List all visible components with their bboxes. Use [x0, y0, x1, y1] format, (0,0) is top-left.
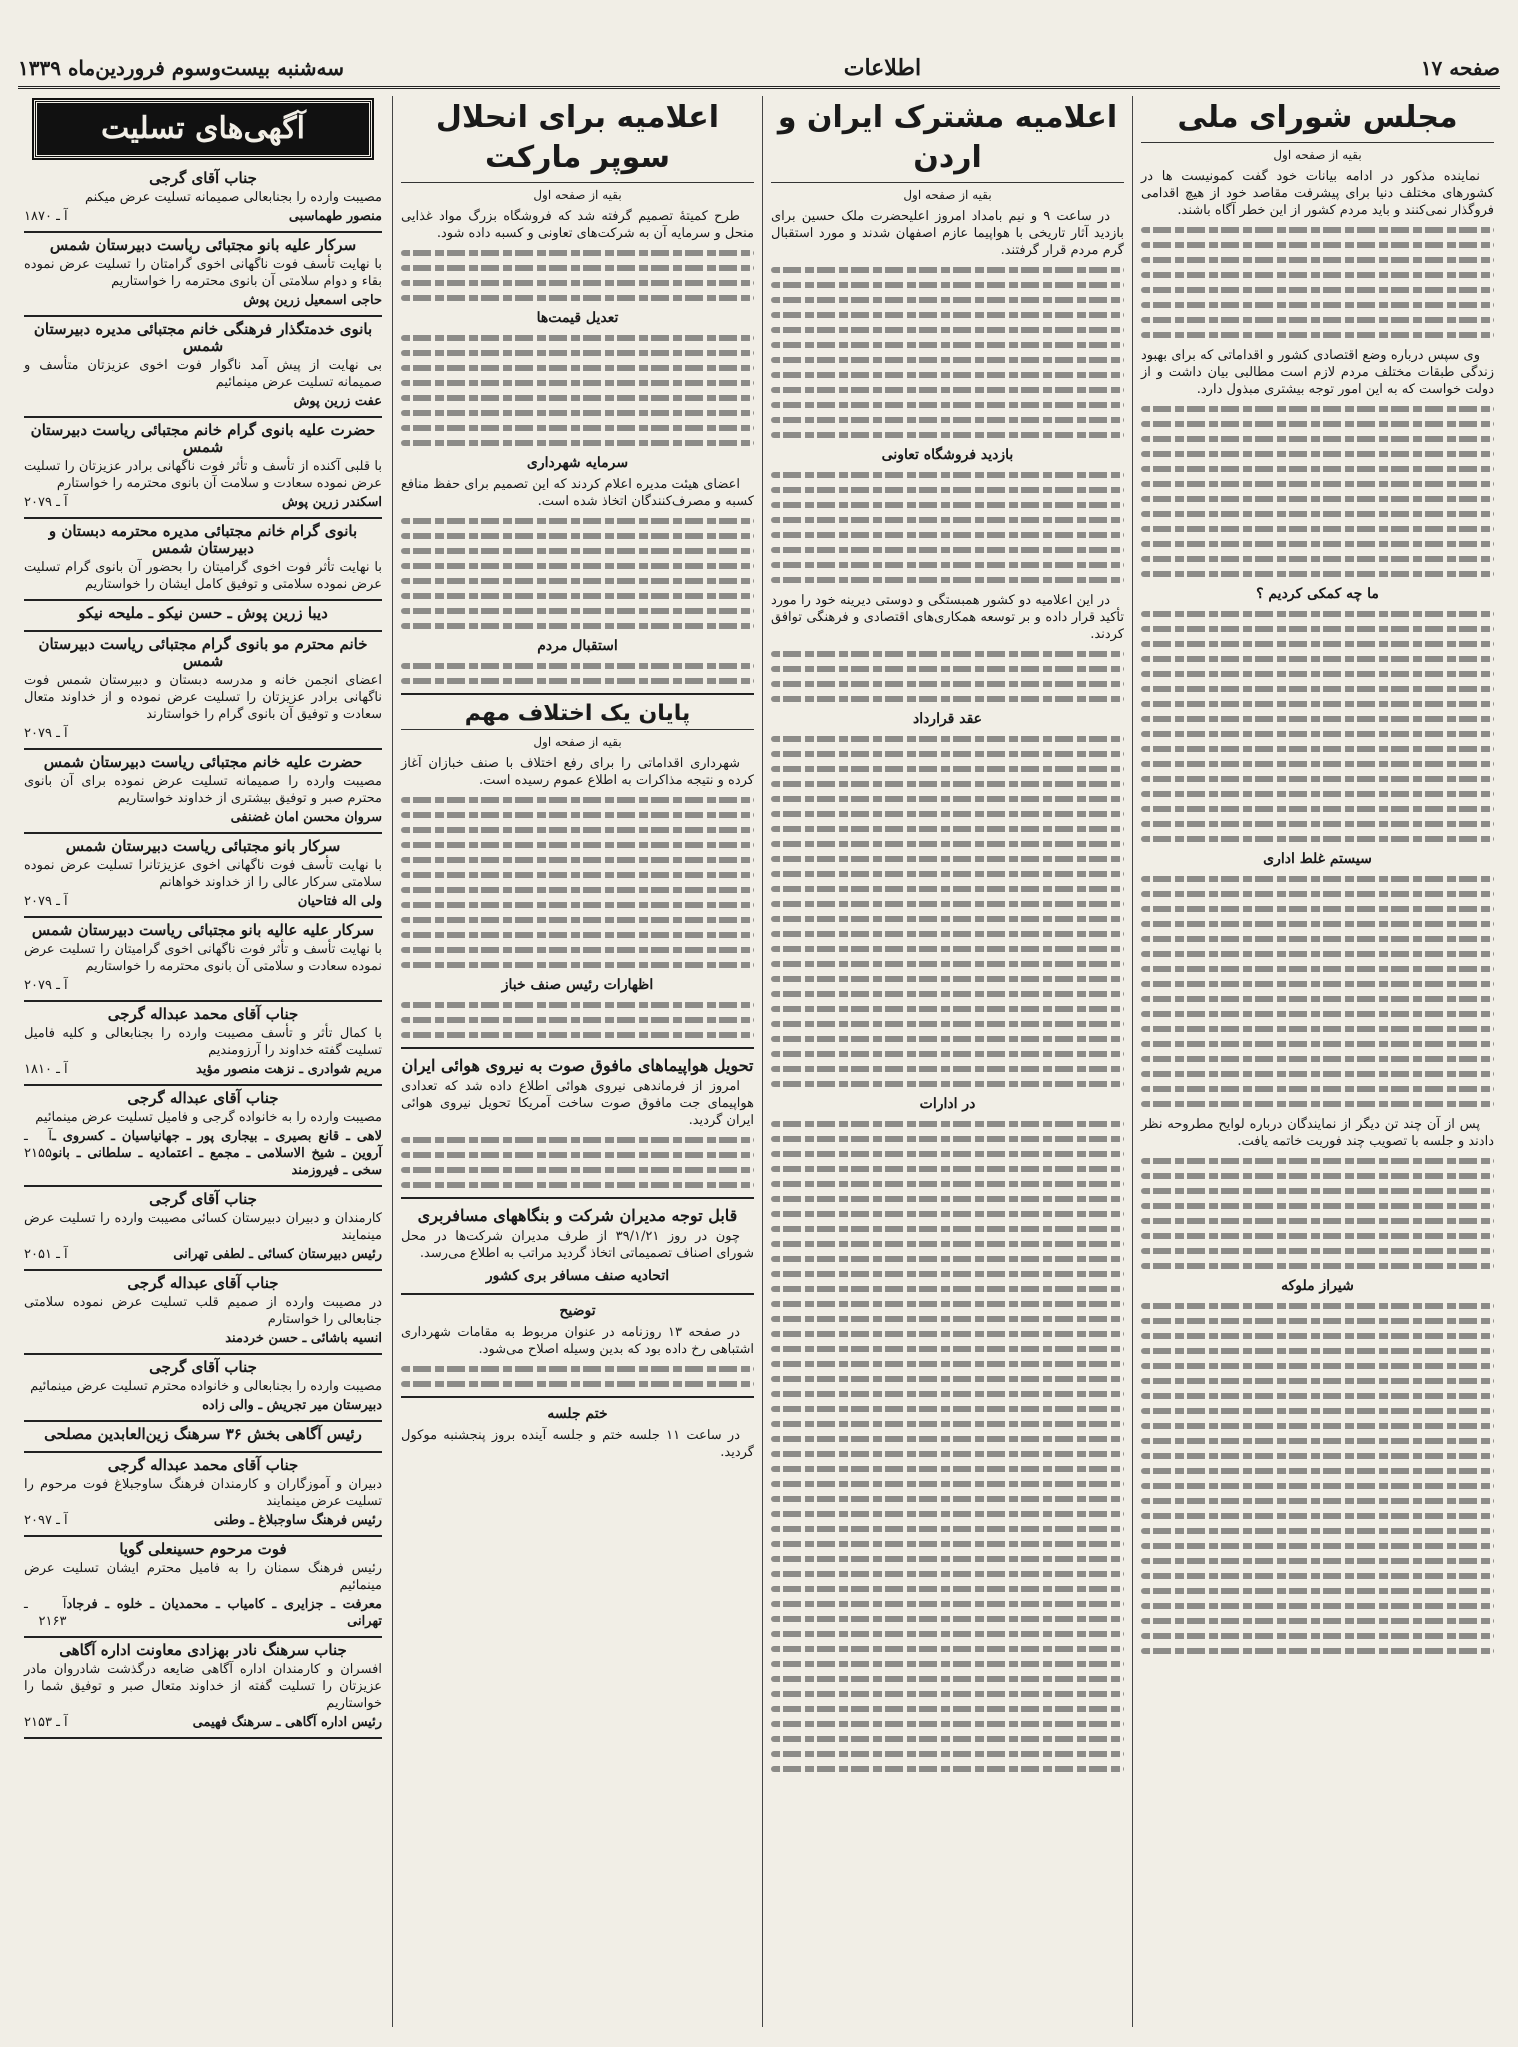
- condolence-notice: [24, 750, 382, 834]
- condolence-heading: فوت مرحوم حسینعلی گویا: [119, 1540, 287, 1558]
- condolence-signer: رئیس اداره آگاهی ـ سرهنگ فهیمی: [192, 1715, 382, 1730]
- condolence-heading: جناب آقای عبداله گرجی: [127, 1274, 279, 1292]
- condolence-body: در مصیبت وارده از صمیم قلب تسلیت عرض نموده سلامتی جنابعالی را خواستارم: [24, 1295, 382, 1327]
- masthead: [18, 50, 1500, 89]
- supersonic-body: امروز از فرماندهی نیروی هوائی اطلاع داده شد که تعدادی هواپیمای جت مافوق صوت ساخت آمریکا تحویل نیروی هوائی ایران گردید.: [401, 1079, 754, 1128]
- newspaper-name: اطلاعات: [843, 55, 922, 81]
- dispute-headline: پایان یک اختلاف مهم: [401, 699, 754, 730]
- ad-code: آ ـ ۲۰۷۹: [24, 495, 68, 510]
- condolence-signer: رئیس دبیرستان کسائی ـ لطفی تهرانی: [173, 1247, 382, 1262]
- condolence-heading: سرکار بانو مجتبائی ریاست دبیرستان شمس: [65, 837, 341, 855]
- condolence-body: با نهایت تأسف فوت ناگهانی اخوی عزیزتانرا تسلیت عرض نموده سلامتی سرکار عالی را از خداوند خواهانم: [24, 858, 382, 890]
- condolence-signature-row: [24, 1397, 382, 1414]
- condolence-heading: جناب آقای محمد عبداله گرجی: [107, 1005, 299, 1023]
- condolence-signer: منصور طهماسبی: [288, 209, 382, 224]
- condolence-heading: بانوی خدمتگذار فرهنگی خانم مجتبائی مدیره دبیرستان شمس: [33, 320, 373, 355]
- condolence-body: مصیبت وارده را صمیمانه تسلیت عرض نموده برای آن بانوی محترم صبر و توفیق بیشتری از خداوند خواستاریم: [24, 774, 382, 806]
- condolence-notice: [24, 1453, 382, 1537]
- ad-code: آ ـ ۱۸۷۰: [24, 209, 68, 224]
- ad-code: آ ـ ۲۱۶۳: [24, 1597, 67, 1629]
- ad-code: آ ـ ۲۱۵۳: [24, 1715, 68, 1730]
- supersonic-article: [401, 1047, 754, 1188]
- condolence-signature-row: [24, 977, 382, 994]
- condolence-notice: [24, 1537, 382, 1638]
- iran-jordan-para: در ساعت ۹ و نیم بامداد امروز اعلیحضرت ملک حسین برای بازدید آثار تاریخی با هواپیما عازم اصفهان شدند و مورد استقبال گرم مردم قرار گرفتند.: [771, 209, 1124, 258]
- condolence-signature-row: [24, 1714, 382, 1731]
- condolence-heading: جناب آقای محمد عبداله گرجی: [107, 1456, 299, 1474]
- condolences-column: [18, 96, 388, 2027]
- ad-code: آ ـ ۲۰۷۹: [24, 978, 68, 993]
- condolence-notice: [24, 834, 382, 918]
- closing-notice: [401, 1396, 754, 1461]
- condolence-notice: [24, 418, 382, 519]
- condolence-heading: حضرت علیه خانم مجتبائی ریاست دبیرستان شمس: [43, 753, 363, 771]
- condolence-signer: دبیرستان میر تجریش ـ والی زاده: [202, 1398, 382, 1413]
- condolence-body: بی نهایت از پیش آمد ناگوار فوت اخوی عزیزتان متأسف و صمیمانه تسلیت عرض مینمائیم: [24, 358, 382, 390]
- ad-code: آ ـ ۲۰۹۷: [24, 1513, 68, 1528]
- condolence-notice: [24, 1355, 382, 1422]
- iran-jordan-headline: اعلامیه مشترک ایران و اردن: [771, 96, 1124, 183]
- closing-body: در ساعت ۱۱ جلسه ختم و جلسه آینده بروز پنجشنبه موکول گردید.: [401, 1428, 754, 1460]
- majlis-para: وی سپس درباره وضع اقتصادی کشور و اقداماتی که برای بهبود زندگی طبقات مختلف مردم لازم است مطالبی بیان داشت و از دولت خواست که به این امور توجه بیشتری مبذول دارد.: [1141, 348, 1494, 397]
- condolence-signature-row: [24, 1128, 382, 1179]
- condolence-signature-row: [24, 1246, 382, 1263]
- condolence-heading: سرکار علیه بانو مجتبائی ریاست دبیرستان شمس: [49, 236, 357, 254]
- condolence-notice: [24, 601, 382, 632]
- issue-date: سه‌شنبه بیست‌وسوم فروردین‌ماه ۱۳۳۹: [18, 56, 345, 80]
- condolence-heading: بانوی گرام خانم مجتبائی مدیره محترمه دبستان و دبیرستان شمس: [48, 522, 358, 557]
- dispute-article: [401, 693, 754, 1038]
- condolence-signer: مریم شوادری ـ نزهت منصور مؤید: [196, 1062, 382, 1077]
- iran-jordan-continued: بقیه از صفحه اول: [903, 188, 992, 202]
- transport-body: چون در روز ۳۹/۱/۲۱ از طرف مدیران شرکت‌ها در محل شورای اصناف تصمیماتی اتخاذ گردید مراتب به اطلاع می‌رسد.: [401, 1229, 754, 1261]
- correction-title: توضیح: [559, 1303, 596, 1319]
- condolence-signer: انسیه باشائی ـ حسن خردمند: [225, 1331, 382, 1346]
- condolence-body: مصیبت وارده را بجنابعالی و خانواده محترم تسلیت عرض مینمائیم: [30, 1379, 382, 1394]
- condolence-heading: جناب آقای گرجی: [149, 169, 257, 187]
- condolence-body: دبیران و آموزگاران و کارمندان فرهنگ ساوجبلاغ فوت مرحوم را تسلیت عرض مینمایند: [24, 1477, 382, 1509]
- ad-code: آ ـ ۲۰۵۱: [24, 1247, 68, 1262]
- condolence-notice: [24, 1187, 382, 1271]
- supermarket-subhead: استقبال مردم: [537, 638, 618, 654]
- dispute-subhead: اظهارات رئیس صنف خباز: [501, 977, 654, 993]
- page-number: صفحه ۱۷: [1420, 56, 1500, 80]
- condolence-signature-row: [24, 494, 382, 511]
- condolence-signature-row: [24, 725, 382, 742]
- correction-notice: [401, 1293, 754, 1387]
- condolence-body: با نهایت تأثر فوت اخوی گرامیتان را بحضور آن بانوی گرام تسلیت عرض نموده سلامتی و توفیق کامل ایشان را خواستاریم: [24, 560, 382, 592]
- closing-title: ختم جلسه: [547, 1406, 608, 1422]
- condolence-signature-row: [24, 1330, 382, 1347]
- supermarket-continued: بقیه از صفحه اول: [533, 188, 622, 202]
- condolence-signature-row: [24, 1061, 382, 1078]
- condolence-signer: سروان محسن امان غضنفی: [230, 810, 382, 825]
- condolence-body: با نهایت تأسف فوت ناگهانی اخوی گرامتان را تسلیت عرض نموده بقاء و دوام سلامتی آن بانوی محترمه را خواستاریم: [24, 257, 382, 289]
- supermarket-subhead: تعدیل قیمت‌ها: [536, 310, 619, 326]
- majlis-continued: بقیه از صفحه اول: [1273, 148, 1362, 162]
- dispute-para: شهرداری اقداماتی را برای رفع اختلاف با صنف خبازان آغاز کرده و نتیجه مذاکرات به اطلاع عموم رسیده است.: [401, 756, 754, 788]
- condolence-body: مصیبت وارده را بجنابعالی صمیمانه تسلیت عرض میکنم: [84, 190, 382, 205]
- condolence-notice: [24, 166, 382, 233]
- majlis-para: پس از آن چند تن دیگر از نمایندگان درباره لوایح مطروحه نظر دادند و جلسه با تصویب چند فوریت خاتمه یافت.: [1141, 1117, 1494, 1149]
- condolence-body: افسران و کارمندان اداره آگاهی ضایعه درگذشت شادروان مادر عزیزتان را تسلیت گفته از خداوند متعال صبر و توفیق شما را خواستاریم: [24, 1662, 382, 1711]
- condolence-heading: جناب آقای گرجی: [149, 1358, 257, 1376]
- condolence-heading: دیبا زرین پوش ـ حسن نیکو ـ ملیحه نیکو: [78, 604, 328, 622]
- supermarket-para: اعضای هیئت مدیره اعلام کردند که این تصمیم برای حفظ منافع کسبه و مصرف‌کنندگان اتخاذ شده است.: [401, 477, 754, 509]
- condolence-signer: عفت زرین پوش: [293, 394, 382, 409]
- condolence-heading: رئیس آگاهی بخش ۳۶ سرهنگ زین‌العابدین مصلحی: [44, 1425, 362, 1443]
- condolence-notice: [24, 1271, 382, 1355]
- condolence-signature-row: [24, 393, 382, 410]
- condolence-notice: [24, 233, 382, 317]
- majlis-subhead: شیراز ملوکه: [1281, 1278, 1354, 1294]
- iran-jordan-subhead: عقد قرارداد: [912, 711, 983, 727]
- dispute-continued: بقیه از صفحه اول: [533, 735, 622, 749]
- condolence-heading: سرکار علیه عالیه بانو مجتبائی ریاست دبیرستان شمس: [31, 921, 375, 939]
- majlis-subhead: ما چه کمکی کردیم ؟: [1256, 586, 1379, 602]
- iran-jordan-column: [765, 96, 1130, 2027]
- condolence-signature-row: [24, 893, 382, 910]
- condolence-body: مصیبت وارده را به خانواده گرجی و فامیل تسلیت عرض مینمائیم: [35, 1110, 382, 1125]
- supermarket-headline: اعلامیه برای انحلال سوپر مارکت: [401, 96, 754, 183]
- condolence-notice: [24, 317, 382, 418]
- condolence-signature-row: [24, 208, 382, 225]
- condolences-banner: آگهی‌های تسلیت: [34, 100, 372, 158]
- condolence-signer: لاهی ـ قانع بصیری ـ بیجاری پور ـ جهانیاسیان ـ کسروی ـ آروین ـ شیخ الاسلامی ـ مجمع ـ اعتمادیه ـ سلطانی ـ بانو سخی ـ فیروزمند: [51, 1129, 382, 1178]
- majlis-column: [1135, 96, 1500, 2027]
- condolence-signature-row: [24, 809, 382, 826]
- majlis-para: نماینده مذکور در ادامه بیانات خود گفت کمونیست ها در کشورهای مختلف دنیا برای پیشرفت مقاصد خود از هیچ اقدامی فروگذار نمی‌کنند و باید مردم کشور از این خطر آگاه باشند.: [1141, 169, 1494, 218]
- condolence-notice: [24, 632, 382, 750]
- ad-code: آ ـ ۲۱۵۵: [24, 1129, 52, 1161]
- ad-code: آ ـ ۱۸۱۰: [24, 1062, 68, 1077]
- condolence-heading: جناب آقای گرجی: [149, 1190, 257, 1208]
- condolence-notice: [24, 1086, 382, 1187]
- condolence-notice: [24, 519, 382, 601]
- condolence-signature-row: [24, 1596, 382, 1630]
- condolence-heading: جناب آقای عبداله گرجی: [127, 1089, 279, 1107]
- majlis-subhead: سیستم غلط اداری: [1263, 851, 1372, 867]
- condolence-notice: [24, 918, 382, 1002]
- condolence-heading: حضرت علیه بانوی گرام خانم مجتبائی ریاست دبیرستان شمس: [30, 421, 376, 456]
- condolence-signer: رئیس فرهنگ ساوجبلاغ ـ وطنی: [213, 1513, 382, 1528]
- condolence-body: با کمال تأثر و تأسف مصیبت وارده را بجنابعالی و کلیه فامیل تسلیت گفته خداوند را آرزومندیم: [24, 1026, 382, 1058]
- condolence-signer: معرفت ـ جزایری ـ کامیاب ـ محمدیان ـ خلوه ـ فرجاد تهرانی: [66, 1597, 382, 1629]
- supersonic-headline: تحویل هواپیماهای مافوق صوت به نیروی هوائی ایران: [401, 1056, 754, 1075]
- condolence-heading: خانم محترم مو بانوی گرام مجتبائی ریاست دبیرستان شمس: [38, 635, 368, 670]
- condolence-list: [24, 166, 382, 1739]
- supermarket-column: [395, 96, 760, 2027]
- supermarket-subhead: سرمایه شهرداری: [526, 455, 629, 471]
- condolence-notice: [24, 1002, 382, 1086]
- iran-jordan-para: در این اعلامیه دو کشور همبستگی و دوستی دیرینه خود را مورد تأکید قرار داده و بر توسعه همکاری‌های اقتصادی و فرهنگی توافق کردند.: [771, 593, 1124, 642]
- transport-headline: قابل توجه مدیران شرکت و بنگاههای مسافربری: [417, 1206, 738, 1225]
- correction-body: در صفحه ۱۳ روزنامه در عنوان مربوط به مقامات شهرداری اشتباهی رخ داده بود که بدین وسیله اصلاح می‌شود.: [401, 1325, 754, 1357]
- supermarket-para: طرح کمیتهٔ تصمیم گرفته شد که فروشگاه بزرگ مواد غذایی منحل و سرمایه آن به شرکت‌های تعاونی و کسبه داده شود.: [401, 209, 754, 241]
- condolence-body: رئیس فرهنگ سمنان را به فامیل محترم ایشان تسلیت عرض مینمائیم: [24, 1561, 382, 1593]
- ad-code: آ ـ ۲۰۷۹: [24, 894, 68, 909]
- condolence-signer: ولی اله فتاحیان: [297, 894, 382, 909]
- iran-jordan-subhead: در ادارات: [919, 1096, 976, 1112]
- transport-notice: [401, 1197, 754, 1285]
- condolence-body: با نهایت تأسف و تأثر فوت ناگهانی اخوی گرامیتان را تسلیت عرض نموده سعادت و سلامتی آن بانوی محترمه را خواستاریم: [24, 942, 382, 974]
- majlis-headline: مجلس شورای ملی: [1141, 96, 1494, 143]
- condolence-signer: حاجی اسمعیل زرین پوش: [243, 293, 382, 308]
- condolence-body: اعضای انجمن خانه و مدرسه دبستان و دبیرستان شمس فوت ناگهانی برادر عزیزتان را تسلیت عرض نموده و از خداوند متعال سعادت و توفیق آن بانوی گرام را خواستارند: [24, 673, 382, 722]
- condolence-notice: [24, 1638, 382, 1739]
- condolence-body: با قلبی آکنده از تأسف و تأثر فوت ناگهانی برادر عزیزتان را تسلیت عرض نموده سعادت و سلامت آن بانوی محترمه را خواستارم: [24, 459, 382, 491]
- condolence-notice: [24, 1422, 382, 1453]
- condolence-signer: اسکندر زرین پوش: [281, 495, 382, 510]
- condolence-heading: جناب سرهنگ نادر بهزادی معاونت اداره آگاهی: [59, 1641, 347, 1659]
- iran-jordan-subhead: بازدید فروشگاه تعاونی: [881, 447, 1014, 463]
- ad-code: آ ـ ۲۰۷۹: [24, 726, 68, 741]
- transport-sign: اتحادیه صنف مسافر بری کشور: [485, 1268, 670, 1284]
- condolence-signature-row: [24, 292, 382, 309]
- condolence-signature-row: [24, 1512, 382, 1529]
- condolence-body: کارمندان و دبیران دبیرستان کسائی مصیبت وارده را تسلیت عرض مینمایند: [24, 1211, 382, 1243]
